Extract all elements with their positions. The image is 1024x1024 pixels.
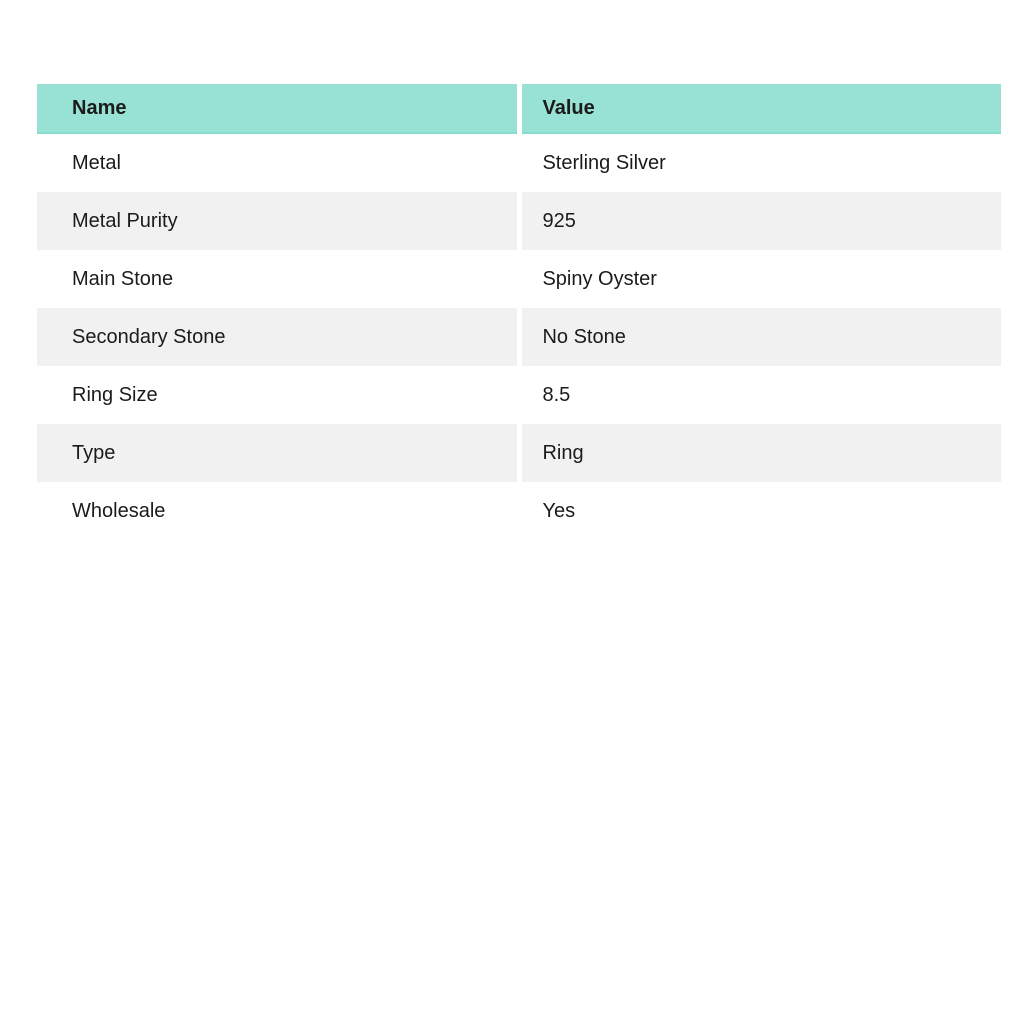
attr-name-cell: Ring Size (37, 366, 520, 424)
attr-value-cell: Yes (520, 482, 1001, 540)
attr-name-cell: Metal (37, 133, 520, 192)
column-header-value: Value (520, 84, 1001, 133)
column-header-name: Name (37, 84, 520, 133)
attr-value-cell: 8.5 (520, 366, 1001, 424)
attr-name-cell: Secondary Stone (37, 308, 520, 366)
attr-value-cell: 925 (520, 192, 1001, 250)
table-row (37, 133, 1001, 192)
table-row (37, 192, 1001, 250)
attr-value-cell: Sterling Silver (520, 133, 1001, 192)
table-row (37, 482, 1001, 540)
attr-value-cell: Spiny Oyster (520, 250, 1001, 308)
header-row (37, 84, 1001, 133)
attributes-table (37, 84, 1001, 540)
table-row (37, 308, 1001, 366)
attr-value-cell: No Stone (520, 308, 1001, 366)
attr-name-cell: Wholesale (37, 482, 520, 540)
attr-value-cell: Ring (520, 424, 1001, 482)
attr-name-cell: Metal Purity (37, 192, 520, 250)
attr-name-cell: Type (37, 424, 520, 482)
attr-name-cell: Main Stone (37, 250, 520, 308)
table-row (37, 250, 1001, 308)
table-row (37, 424, 1001, 482)
table-row (37, 366, 1001, 424)
